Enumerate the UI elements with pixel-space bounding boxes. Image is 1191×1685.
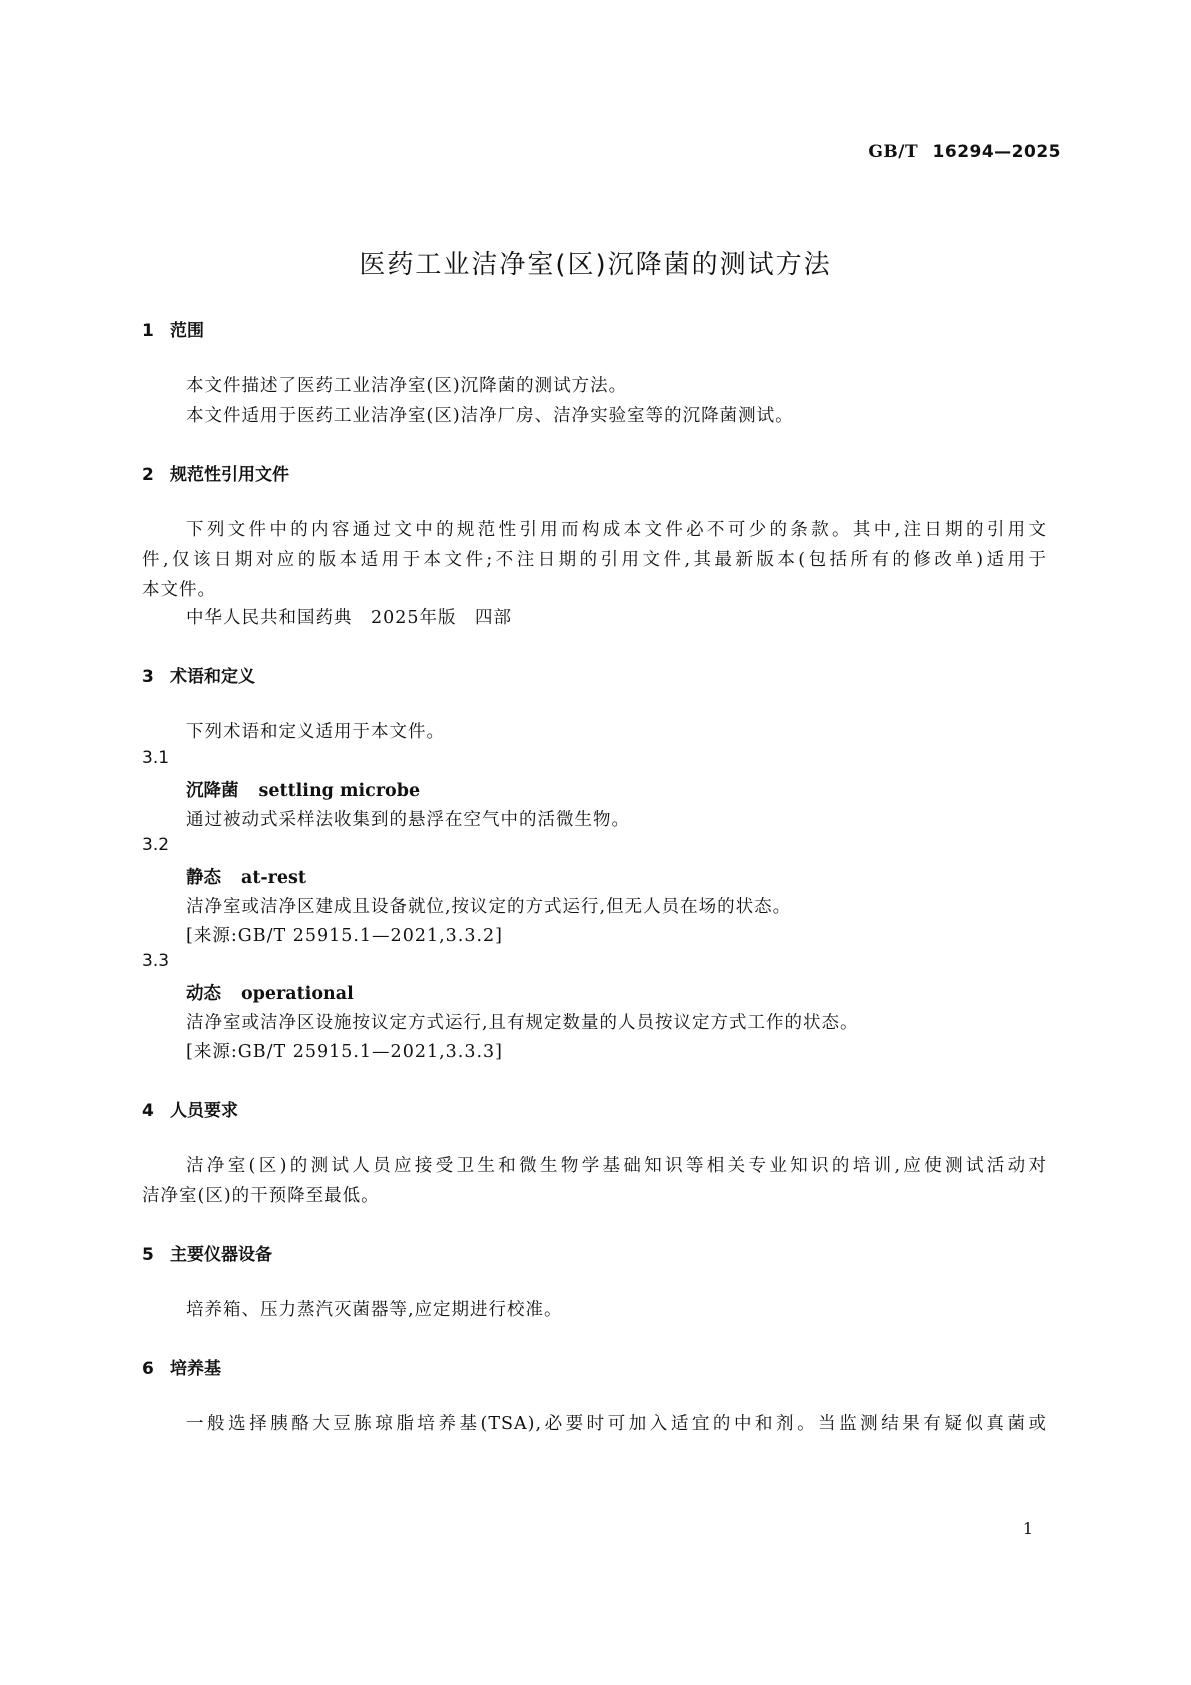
- term-zh: 静态: [186, 868, 221, 888]
- section-number: 1: [142, 321, 154, 341]
- section-number: 5: [142, 1245, 154, 1265]
- section-3-intro: 下列术语和定义适用于本文件。: [186, 722, 445, 742]
- section-title: 主要仪器设备: [170, 1245, 272, 1265]
- term-zh: 沉降菌: [186, 781, 239, 801]
- term-3-2-definition: 洁净室或洁净区建成且设备就位,按议定的方式运行,但无人员在场的状态。: [186, 897, 792, 917]
- section-2-paragraph-line-3: 本文件。: [142, 580, 216, 600]
- term-3-2-source: [来源:GB/T 25915.1—2021,3.3.2]: [186, 926, 504, 946]
- section-1-paragraph-2: 本文件适用于医药工业洁净室(区)洁净厂房、洁净实验室等的沉降菌测试。: [186, 406, 794, 426]
- section-4-paragraph-line-2: 洁净室(区)的干预降至最低。: [142, 1186, 380, 1206]
- term-3-3-heading: [186, 980, 354, 1005]
- section-number: 6: [142, 1359, 154, 1379]
- section-6-heading: [142, 1354, 221, 1379]
- section-title: 人员要求: [170, 1101, 238, 1121]
- term-en: operational: [241, 984, 354, 1004]
- section-6-paragraph-line-1: 一般选择胰酪大豆胨琼脂培养基(TSA),必要时可加入适宜的中和剂。当监测结果有疑似真菌或: [186, 1414, 1047, 1434]
- section-4-paragraph-line-1: 洁净室(区)的测试人员应接受卫生和微生物学基础知识等相关专业知识的培训,应使测试活动对: [186, 1156, 1047, 1176]
- section-number: 4: [142, 1101, 154, 1121]
- term-3-3-definition: 洁净室或洁净区设施按议定方式运行,且有规定数量的人员按议定方式工作的状态。: [186, 1013, 859, 1033]
- section-1-paragraph-1: 本文件描述了医药工业洁净室(区)沉降菌的测试方法。: [186, 376, 628, 396]
- section-5-heading: [142, 1240, 272, 1265]
- page-number: 1: [1022, 1519, 1033, 1538]
- section-title: 范围: [170, 321, 204, 341]
- section-5-paragraph: 培养箱、压力蒸汽灭菌器等,应定期进行校准。: [186, 1300, 563, 1320]
- document-title: 医药工业洁净室(区)沉降菌的测试方法: [359, 250, 832, 280]
- standard-code: [868, 142, 1061, 162]
- term-en: at-rest: [241, 868, 306, 888]
- term-3-3-source: [来源:GB/T 25915.1—2021,3.3.3]: [186, 1042, 504, 1062]
- section-title: 培养基: [170, 1359, 221, 1379]
- term-3-1-definition: 通过被动式采样法收集到的悬浮在空气中的活微生物。: [186, 810, 630, 830]
- section-number: 3: [142, 667, 154, 687]
- standard-code-prefix: GB/T: [868, 142, 919, 162]
- section-title: 规范性引用文件: [170, 465, 289, 485]
- term-en: settling microbe: [258, 781, 421, 801]
- section-1-heading: [142, 316, 204, 341]
- term-3-1-number: 3.1: [142, 748, 170, 768]
- term-3-3-number: 3.3: [142, 951, 170, 971]
- standard-code-number: 16294—2025: [932, 142, 1061, 162]
- section-title: 术语和定义: [170, 667, 255, 687]
- section-2-paragraph-line-2: 件,仅该日期对应的版本适用于本文件;不注日期的引用文件,其最新版本(包括所有的修改单)适用于: [142, 550, 1047, 570]
- section-2-heading: [142, 460, 289, 485]
- term-zh: 动态: [186, 984, 221, 1004]
- section-number: 2: [142, 465, 154, 485]
- term-3-1-heading: [186, 777, 420, 802]
- normative-reference-1: 中华人民共和国药典 2025年版 四部: [186, 608, 513, 628]
- section-3-heading: [142, 662, 255, 687]
- section-2-paragraph-line-1: 下列文件中的内容通过文中的规范性引用而构成本文件必不可少的条款。其中,注日期的引用文: [186, 520, 1047, 540]
- term-3-2-heading: [186, 864, 306, 889]
- term-3-2-number: 3.2: [142, 835, 170, 855]
- section-4-heading: [142, 1096, 238, 1121]
